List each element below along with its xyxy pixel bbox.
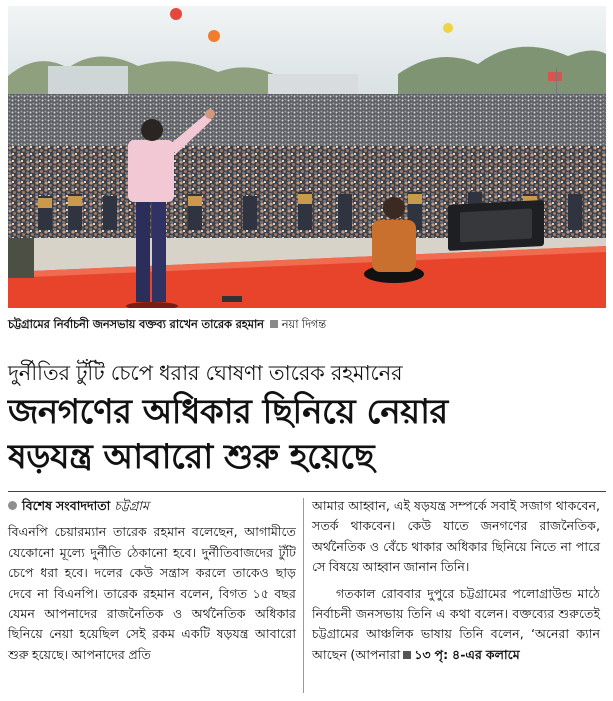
continuation-jump (400, 647, 519, 662)
headline-line-1: জনগণের অধিকার ছিনিয়ে নেয়ার (8, 392, 448, 432)
paragraph-right-1: আমার আহ্বান, এই ষড়যন্ত্র সম্পর্কে সবাই সজাগ থাকবেন, সতর্ক থাকবেন। কেউ যাতে জনগণের রাজনৈতিক, অর্থনৈতিক ও বেঁচে থাকার অধিকার ছিনিয়ে নিতে না পারে সে বিষয়ে আহ্বান জানান তিনি। (312, 498, 600, 575)
square-bullet-icon (270, 320, 278, 328)
paragraph-right-2-text: গতকাল রোববার দুপুরে চট্টগ্রামের পলোগ্রাউন্ড মাঠে নির্বাচনী জনসভায় তিনি এ কথা বলেন। বক্তব্যের শুরুতেই চট্টগ্রামের আঞ্চলিক ভাষায় তিনি বলেন, ‘অনেরা ক্যান আছেন (আপনারা (312, 585, 600, 662)
jump-text: ১৩ পৃ: ৪-এর কলামে (414, 646, 520, 662)
bullet-dot-icon (8, 501, 17, 510)
caption-text: চট্টগ্রামের নির্বাচনী জনসভায় বক্তব্য রাখেন তারেক রহমান (8, 317, 264, 331)
rally-photo (8, 6, 606, 308)
headline-divider (8, 491, 606, 492)
photo-caption (8, 316, 606, 335)
byline (8, 496, 296, 516)
headline-line-2: ষড়যন্ত্র আবারো শুরু হয়েছে (8, 437, 375, 477)
article-column-right (312, 496, 600, 665)
paragraph-left: বিএনপি চেয়ারম্যান তারেক রহমান বলেছেন, আগামীতে যেকোনো মূল্যে দুর্নীতি ঠেকানো হবে। দুর্নীতিবাজদের টুঁটি চেপে ধরা হবে। দলের কেউ সন্ত্রাস করলে তাকেও ছাড় দেবে না বিএনপি। তারেক রহমান বলেন, বিগত ১৫ বছর যেমন আপনাদের রাজনৈতিক ও অর্থনৈতিক অধিকার ছিনিয়ে নেয়া হয়েছিল সেই রকম একটি ষড়যন্ত্র আবারো শুরু হয়েছে। আপনাদের প্রতি (8, 524, 296, 662)
kicker-headline: দুর্নীতির টুঁটি চেপে ধরার ঘোষণা তারেক রহমানের (8, 361, 403, 385)
main-headline (8, 390, 606, 480)
photo-credit: নয়া দিগন্ত (281, 317, 326, 331)
paragraph-right-2 (312, 584, 600, 666)
column-divider (303, 498, 304, 693)
article-column-left (8, 496, 296, 665)
square-bullet-icon (403, 651, 411, 659)
rally-crowd-photo (8, 6, 606, 308)
byline-reporter: বিশেষ সংবাদদাতা (22, 498, 111, 513)
byline-place: চট্টগ্রাম (114, 498, 150, 513)
